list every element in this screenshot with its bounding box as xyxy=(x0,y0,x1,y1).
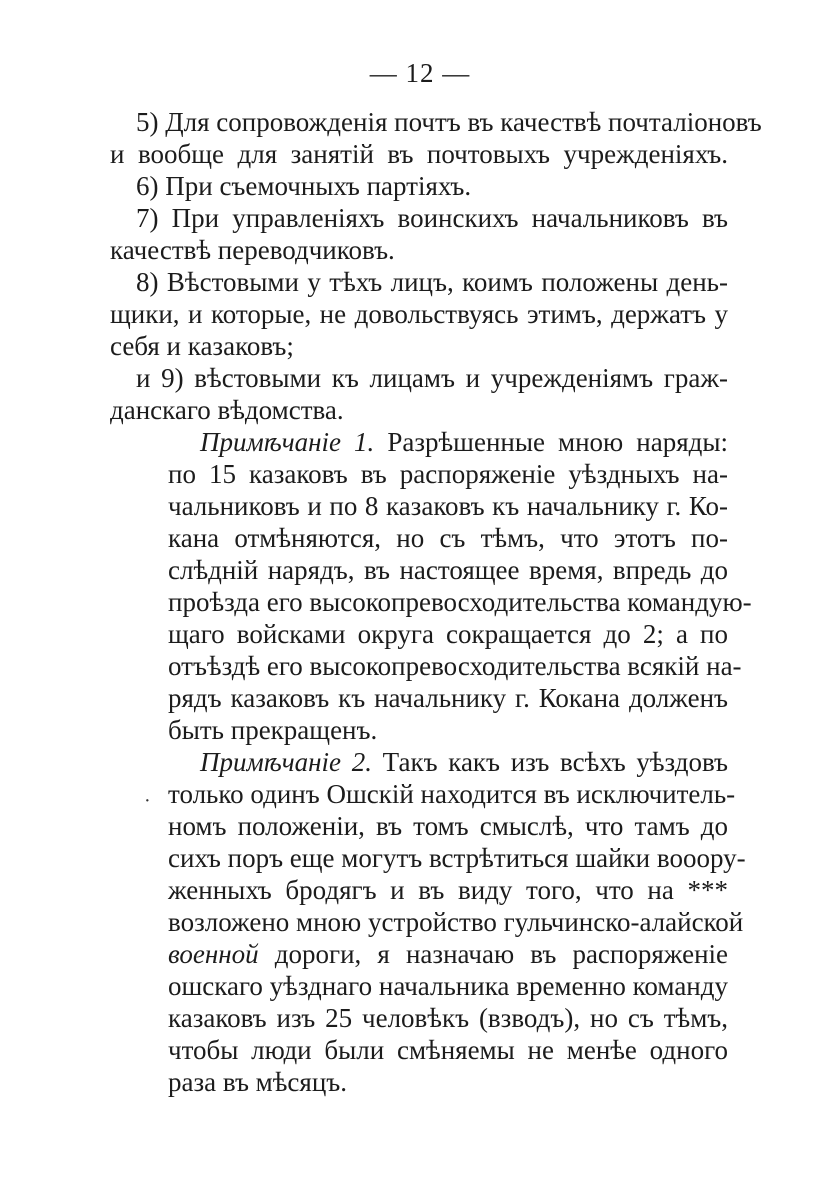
note2-line: сихъ поръ еще могутъ встрѣтиться шайки вооору- xyxy=(168,843,746,873)
note2-line: казаковъ изъ 25 человѣкъ (взводъ), но съ тѣмъ, xyxy=(168,1003,728,1033)
note1-line: щаго войсками округа сокращается до 2; а по xyxy=(168,619,728,649)
item-9-line-2: данскаго вѣдомства. xyxy=(110,395,344,425)
note2-label: Примѣчаніе 2. xyxy=(200,747,372,777)
item-8-line-3: себя и казаковъ; xyxy=(110,331,294,361)
item-9-line-1: и 9) вѣстовыми къ лицамъ и учрежденіямъ граж- xyxy=(136,363,728,393)
note2-line: ошскаго уѣзднаго начальника временно команду xyxy=(168,971,728,1001)
note2-line-text: дороги, я назначаю въ распоряженіе xyxy=(274,939,728,969)
note1-first-line xyxy=(200,426,728,458)
note1-line: рядъ казаковъ къ начальнику г. Кокана долженъ xyxy=(168,683,728,713)
stray-dot-mark: · xyxy=(144,790,151,812)
note2-line: женныхъ бродягъ и въ виду того, что на *** xyxy=(168,875,728,905)
note1-line: проѣзда его высокопревосходительства командую- xyxy=(168,587,752,617)
item-5-line-2: и вообще для занятій въ почтовыхъ учрежденіяхъ. xyxy=(110,139,728,169)
note2-first-line xyxy=(200,746,728,778)
note1-label: Примѣчаніе 1. xyxy=(200,427,375,457)
note2-line: раза въ мѣсяцъ. xyxy=(168,1067,347,1097)
note1-line: быть прекращенъ. xyxy=(168,715,378,745)
note2-line-with-italic xyxy=(168,938,728,970)
note1-line: чальниковъ и по 8 казаковъ къ начальнику г. Ко- xyxy=(168,491,728,521)
note1-line: кана отмѣняются, но съ тѣмъ, что этотъ по- xyxy=(168,523,728,553)
item-8-line-1: 8) Вѣстовыми у тѣхъ лицъ, коимъ положены день- xyxy=(136,267,728,297)
page-number: — 12 — xyxy=(369,58,471,88)
note1-first-line-text: Разрѣшенные мною наряды: xyxy=(387,427,728,457)
note2-line: чтобы люди были смѣняемы не менѣе одного xyxy=(168,1035,728,1065)
item-5-line-1: 5) Для сопровожденія почтъ въ качествѣ почталіоновъ xyxy=(136,107,762,137)
note1-line: отъѣздѣ его высокопревосходительства всякій на- xyxy=(168,651,742,681)
note2-italic-word: военной xyxy=(168,939,259,969)
item-6-line-1: 6) При съемочныхъ партіяхъ. xyxy=(136,171,472,201)
note1-line: по 15 казаковъ въ распоряженіе уѣздныхъ на- xyxy=(168,459,728,489)
item-7-line-1: 7) При управленіяхъ воинскихъ начальниковъ въ xyxy=(136,203,728,233)
item-8-line-2: щики, и которые, не довольствуясь этимъ, держатъ у xyxy=(110,299,728,329)
note2-line: только одинъ Ошскій находится въ исключитель- xyxy=(168,779,736,809)
note1-line: слѣдній нарядъ, въ настоящее время, впредь до xyxy=(168,555,728,585)
note2-line: номъ положеніи, въ томъ смыслѣ, что тамъ до xyxy=(168,811,728,841)
note2-first-line-text: Такъ какъ изъ всѣхъ уѣздовъ xyxy=(382,747,728,777)
note2-line: возложено мною устройство гульчинско-алайской xyxy=(168,907,744,937)
item-7-line-2: качествѣ переводчиковъ. xyxy=(110,235,395,265)
